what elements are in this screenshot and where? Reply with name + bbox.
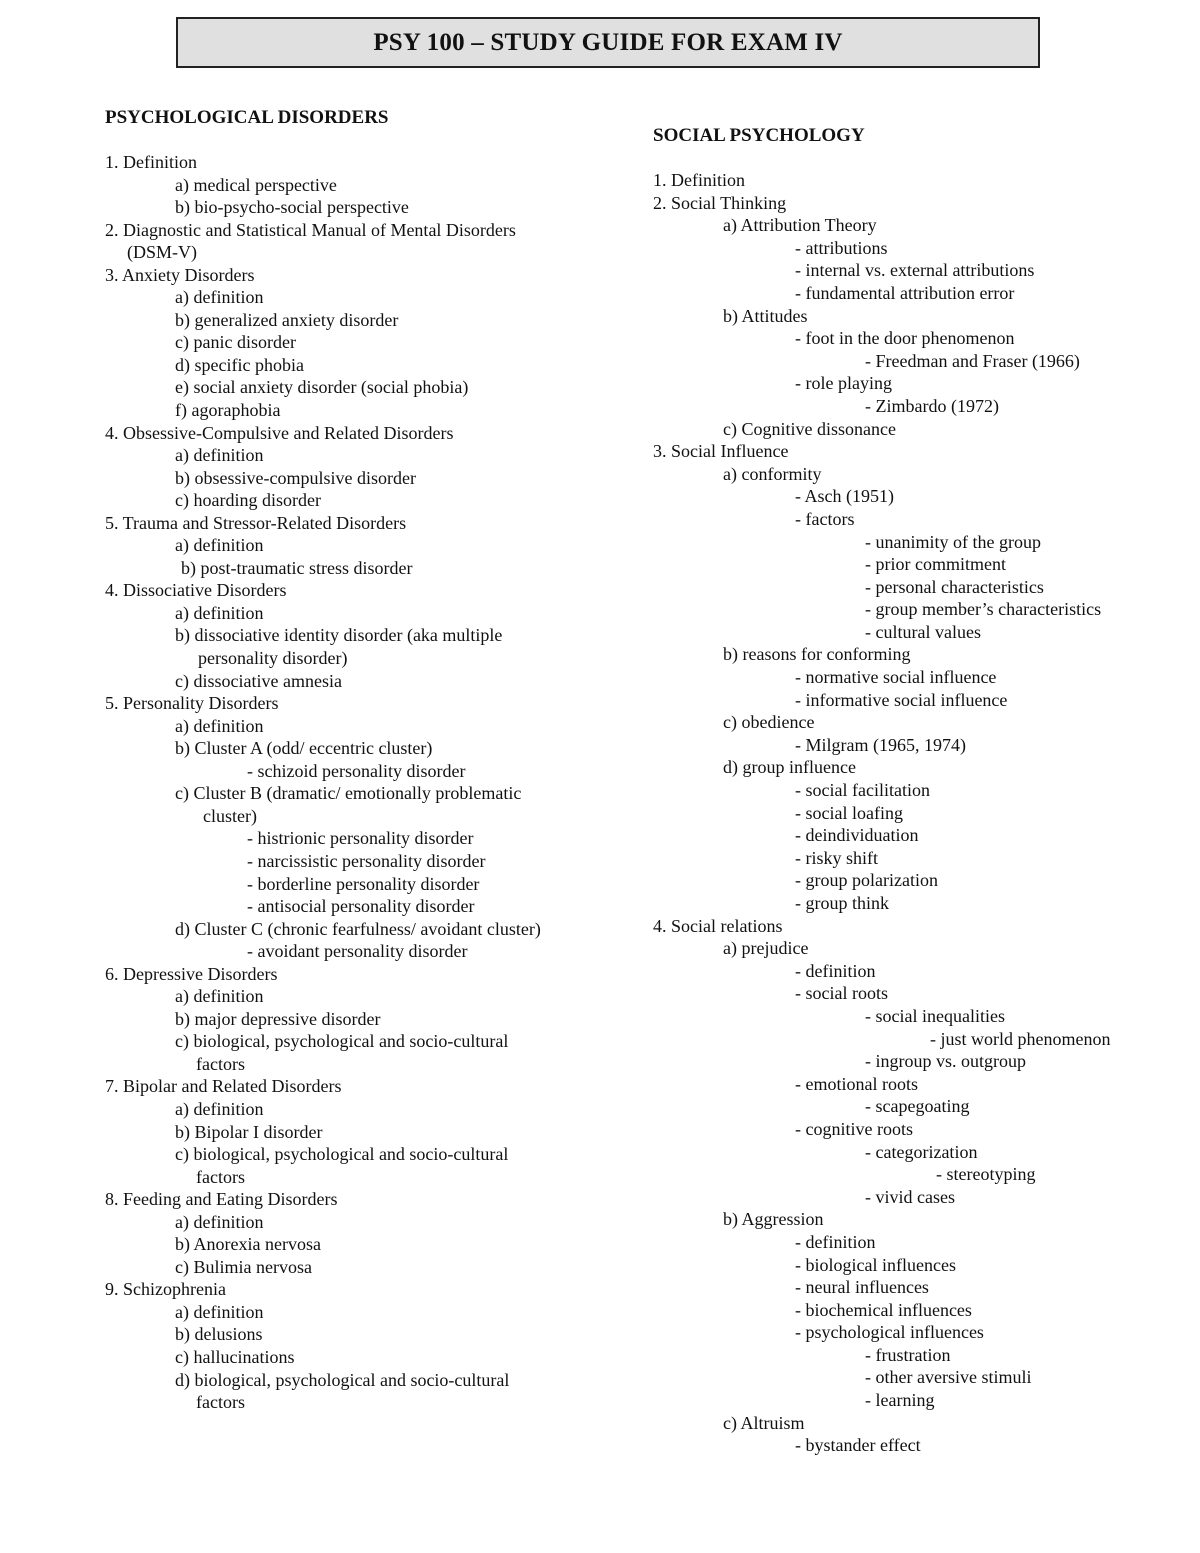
section-heading: SOCIAL PSYCHOLOGY <box>653 125 865 146</box>
outline-item: factors <box>196 1392 245 1413</box>
outline-item: 4. Dissociative Disorders <box>105 580 287 601</box>
outline-item: - stereotyping <box>936 1164 1036 1185</box>
outline-item: - risky shift <box>795 847 878 868</box>
outline-item: a) definition <box>175 602 264 623</box>
outline-item: c) obedience <box>723 712 815 733</box>
outline-item: a) conformity <box>723 463 822 484</box>
social-psychology-column <box>653 124 1173 1457</box>
outline-item: b) Anorexia nervosa <box>175 1234 321 1255</box>
outline-item: 9. Schizophrenia <box>105 1279 226 1300</box>
outline-item: 7. Bipolar and Related Disorders <box>105 1076 342 1097</box>
outline-item: - just world phenomenon <box>930 1028 1111 1049</box>
outline-item: 6. Depressive Disorders <box>105 963 278 984</box>
outline-item: - social roots <box>795 983 888 1004</box>
outline-item: b) generalized anxiety disorder <box>175 309 399 330</box>
outline-item: 4. Obsessive-Compulsive and Related Disorders <box>105 422 454 443</box>
outline-item: c) Altruism <box>723 1412 805 1433</box>
page-title: PSY 100 – STUDY GUIDE FOR EXAM IV <box>373 28 843 56</box>
outline-item: a) definition <box>175 287 264 308</box>
outline-item: - group think <box>795 893 889 913</box>
outline-item: factors <box>196 1166 245 1187</box>
outline-item: - learning <box>865 1390 935 1411</box>
outline-item: b) bio-psycho-social perspective <box>175 197 409 218</box>
outline-item: factors <box>196 1053 245 1074</box>
outline-item: 8. Feeding and Eating Disorders <box>105 1189 338 1210</box>
outline-item: - cultural values <box>865 621 981 642</box>
outline-item: - normative social influence <box>795 667 997 688</box>
outline-item: - borderline personality disorder <box>247 873 480 894</box>
outline-item: a) medical perspective <box>175 174 337 195</box>
outline-item: - biological influences <box>795 1254 956 1275</box>
outline-item: - schizoid personality disorder <box>247 760 466 781</box>
outline-item: c) hoarding disorder <box>175 490 321 511</box>
outline-item: - group polarization <box>795 870 938 891</box>
outline-item: 1. Definition <box>653 170 745 190</box>
outline-item: - Milgram (1965, 1974) <box>795 734 966 755</box>
outline-item: - Asch (1951) <box>795 486 894 507</box>
outline-item: - factors <box>795 508 855 529</box>
outline-item: - Freedman and Fraser (1966) <box>865 350 1080 371</box>
outline-item: a) definition <box>175 715 264 736</box>
outline-item: b) delusions <box>175 1324 263 1345</box>
outline-item: b) major depressive disorder <box>175 1008 381 1029</box>
outline-item: - antisocial personality disorder <box>247 896 475 917</box>
outline-item: b) post-traumatic stress disorder <box>181 557 413 578</box>
outline-item: d) specific phobia <box>175 354 304 375</box>
outline-item: 3. Social Influence <box>653 441 789 462</box>
outline-item: - frustration <box>865 1344 951 1365</box>
outline-item: c) panic disorder <box>175 332 296 353</box>
outline-item: - categorization <box>865 1141 978 1162</box>
title-box <box>176 17 1040 68</box>
outline-item: a) definition <box>175 986 264 1007</box>
outline-item: - foot in the door phenomenon <box>795 328 1015 349</box>
outline-item: - vivid cases <box>865 1186 955 1207</box>
outline-item: - cognitive roots <box>795 1118 913 1139</box>
outline-item: c) Cluster B (dramatic/ emotionally problematic <box>175 783 522 804</box>
outline-item: c) hallucinations <box>175 1346 295 1367</box>
outline-item: - biochemical influences <box>795 1299 972 1320</box>
outline-item: 2. Social Thinking <box>653 192 787 213</box>
outline-item: 4. Social relations <box>653 915 783 936</box>
outline-item: - informative social influence <box>795 689 1008 710</box>
outline-item: - internal vs. external attributions <box>795 260 1035 281</box>
outline-item: c) dissociative amnesia <box>175 670 342 691</box>
outline-item: d) biological, psychological and socio-cultural <box>175 1369 510 1390</box>
outline-item: - avoidant personality disorder <box>247 941 468 962</box>
outline-item: e) social anxiety disorder (social phobia) <box>175 377 469 398</box>
outline-item: - definition <box>795 1231 876 1252</box>
outline-item: - scapegoating <box>865 1096 970 1117</box>
outline-item: b) dissociative identity disorder (aka multiple <box>175 625 503 646</box>
outline-item: c) Bulimia nervosa <box>175 1256 312 1277</box>
outline-item: - social inequalities <box>865 1005 1005 1026</box>
outline-item: - narcissistic personality disorder <box>247 850 486 871</box>
outline-item: cluster) <box>203 805 257 826</box>
outline-item: - neural influences <box>795 1277 929 1298</box>
outline-item: - psychological influences <box>795 1322 984 1343</box>
outline-item: - definition <box>795 960 876 981</box>
outline-item: - group member’s characteristics <box>865 599 1102 620</box>
outline-item: c) Cognitive dissonance <box>723 418 896 439</box>
outline-item: b) Attitudes <box>723 305 808 326</box>
outline-item: - social loafing <box>795 802 903 823</box>
outline-item: a) definition <box>175 535 264 556</box>
outline-item: d) Cluster C (chronic fearfulness/ avoidant cluster) <box>175 918 541 939</box>
outline-item: - ingroup vs. outgroup <box>865 1051 1026 1072</box>
outline-item: b) Bipolar I disorder <box>175 1121 323 1142</box>
outline-list <box>105 151 625 1414</box>
outline-item: a) definition <box>175 1211 264 1232</box>
outline-item: - Zimbardo (1972) <box>865 395 999 416</box>
outline-item: c) biological, psychological and socio-cultural <box>175 1031 509 1052</box>
outline-item: 2. Diagnostic and Statistical Manual of Mental Disorders <box>105 219 516 240</box>
outline-item: - bystander effect <box>795 1435 921 1456</box>
outline-item: personality disorder) <box>198 648 348 669</box>
outline-item: - other aversive stimuli <box>865 1367 1032 1388</box>
outline-item: a) prejudice <box>723 938 809 959</box>
outline-item: d) group influence <box>723 757 856 778</box>
outline-item: f) agoraphobia <box>175 400 281 421</box>
outline-item: (DSM-V) <box>127 242 197 263</box>
outline-item: b) Aggression <box>723 1209 824 1230</box>
outline-item: - fundamental attribution error <box>795 282 1015 303</box>
outline-item: 3. Anxiety Disorders <box>105 264 255 285</box>
outline-item: c) biological, psychological and socio-cultural <box>175 1144 509 1165</box>
outline-item: 5. Trauma and Stressor-Related Disorders <box>105 512 407 533</box>
outline-item: b) Cluster A (odd/ eccentric cluster) <box>175 738 433 759</box>
outline-item: a) definition <box>175 1098 264 1119</box>
outline-item: - deindividuation <box>795 825 919 846</box>
outline-item: - histrionic personality disorder <box>247 828 474 849</box>
outline-item: - prior commitment <box>865 554 1006 575</box>
outline-item: - emotional roots <box>795 1073 918 1094</box>
outline-item: - personal characteristics <box>865 576 1044 597</box>
section-heading: PSYCHOLOGICAL DISORDERS <box>105 107 389 128</box>
outline-item: 1. Definition <box>105 152 197 172</box>
psychological-disorders-column <box>105 106 625 1414</box>
outline-item: a) Attribution Theory <box>723 215 877 236</box>
outline-item: - attributions <box>795 237 888 258</box>
outline-item: - unanimity of the group <box>865 531 1041 552</box>
outline-item: 5. Personality Disorders <box>105 693 279 714</box>
outline-list <box>653 169 1173 1457</box>
outline-item: b) reasons for conforming <box>723 644 911 665</box>
outline-item: - role playing <box>795 373 892 394</box>
outline-item: a) definition <box>175 445 264 466</box>
outline-item: b) obsessive-compulsive disorder <box>175 467 416 488</box>
outline-item: - social facilitation <box>795 780 930 801</box>
outline-item: a) definition <box>175 1301 264 1322</box>
